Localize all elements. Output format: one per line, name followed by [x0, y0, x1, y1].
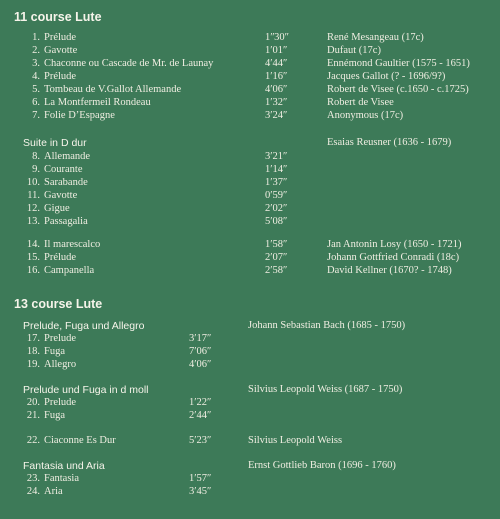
track-number: 21.: [26, 410, 40, 421]
track-duration: 4ʹ06ʺ: [265, 84, 287, 95]
work-composer: Johann Sebastian Bach (1685 - 1750): [248, 320, 406, 331]
track-title: Courante: [44, 164, 83, 175]
work-heading: Prelude und Fuga in d moll: [23, 384, 149, 396]
track-title: Prelude: [44, 333, 77, 344]
track-duration: 1ʹ32ʺ: [265, 97, 287, 108]
track-number: 1.: [32, 32, 40, 43]
track-number: 19.: [26, 359, 40, 370]
track-number: 24.: [26, 486, 40, 497]
track-composer: Anonymous (17c): [327, 110, 404, 121]
track-number: 17.: [26, 333, 40, 344]
track-number: 22.: [26, 435, 40, 446]
track-composer: Robert de Visee (c.1650 - c.1725): [327, 84, 469, 95]
track-number: 5.: [32, 84, 40, 95]
track-title: Folie D’Espagne: [44, 110, 115, 121]
track-number: 13.: [26, 216, 40, 227]
track-title: Prélude: [44, 252, 77, 263]
track-composer: Robert de Visee: [327, 97, 394, 108]
track-title: La Montfermeil Rondeau: [44, 97, 151, 108]
track-title: Gavotte: [44, 45, 78, 56]
track-composer: David Kellner (1670? - 1748): [327, 265, 452, 276]
track-title: Allegro: [44, 359, 77, 370]
track-number: 23.: [26, 473, 40, 484]
track-number: 15.: [26, 252, 40, 263]
track-title: Tombeau de V.Gallot Allemande: [44, 84, 182, 95]
track-title: Prélude: [44, 32, 77, 43]
track-duration: 1ʹ16ʺ: [265, 71, 287, 82]
track-title: Ciaconne Es Dur: [44, 435, 116, 446]
work-composer: Silvius Leopold Weiss: [248, 435, 343, 446]
track-duration: 2ʹ44ʺ: [189, 410, 211, 421]
track-duration: 4ʹ44ʺ: [265, 58, 287, 69]
track-title: Aria: [44, 486, 63, 497]
track-duration: 5ʹ23ʺ: [189, 435, 211, 446]
track-duration: 3ʹ17ʺ: [189, 333, 211, 344]
track-number: 7.: [32, 110, 40, 121]
track-title: Chaconne ou Cascade de Mr. de Launay: [44, 58, 214, 69]
track-duration: 5ʹ08ʺ: [265, 216, 287, 227]
track-duration: 1ʹ57ʺ: [189, 473, 211, 484]
track-duration: 1ʹ22ʺ: [189, 397, 211, 408]
track-number: 4.: [32, 71, 40, 82]
work-heading: Suite in D dur: [23, 137, 87, 149]
track-duration: 1ʹ01ʺ: [265, 45, 287, 56]
track-composer: Ennémond Gaultier (1575 - 1651): [327, 58, 470, 69]
track-number: 6.: [32, 97, 40, 108]
track-duration: 4ʹ06ʺ: [189, 359, 211, 370]
track-composer: René Mesangeau (17c): [327, 32, 424, 43]
section-title-11-course: 11 course Lute: [14, 10, 102, 24]
work-composer: Silvius Leopold Weiss (1687 - 1750): [248, 384, 403, 395]
track-title: Prélude: [44, 71, 77, 82]
track-number: 10.: [26, 177, 40, 188]
track-number: 16.: [26, 265, 40, 276]
track-number: 12.: [26, 203, 40, 214]
track-duration: 0ʹ59ʺ: [265, 190, 287, 201]
track-title: Gavotte: [44, 190, 78, 201]
track-title: Fantasia: [44, 473, 79, 484]
work-heading: Fantasia und Aria: [23, 460, 105, 472]
track-duration: 1ʹ37ʺ: [265, 177, 287, 188]
track-duration: 3ʹ21ʺ: [265, 151, 287, 162]
track-number: 2.: [32, 45, 40, 56]
work-composer: Ernst Gottlieb Baron (1696 - 1760): [248, 460, 396, 471]
section-title-13-course: 13 course Lute: [14, 297, 103, 311]
track-duration: 2ʹ02ʺ: [265, 203, 287, 214]
track-number: 20.: [26, 397, 40, 408]
track-duration: 1ʹ58ʺ: [265, 239, 287, 250]
track-title: Il marescalco: [44, 239, 101, 250]
track-duration: 3ʹ45ʺ: [189, 486, 211, 497]
track-title: Allemande: [44, 151, 91, 162]
track-title: Gigue: [44, 203, 70, 214]
track-composer: Dufaut (17c): [327, 45, 381, 56]
track-number: 11.: [27, 190, 40, 201]
track-number: 8.: [32, 151, 40, 162]
track-title: Fuga: [44, 410, 65, 421]
track-composer: Jan Antonin Losy (1650 - 1721): [327, 239, 462, 250]
track-title: Passagalia: [44, 216, 88, 227]
track-number: 14.: [26, 239, 40, 250]
track-duration: 3ʹ24ʺ: [265, 110, 287, 121]
track-duration: 2ʹ07ʺ: [265, 252, 287, 263]
track-composer: Jacques Gallot (? - 1696/9?): [327, 71, 446, 82]
work-heading: Prelude, Fuga und Allegro: [23, 320, 145, 332]
track-title: Fuga: [44, 346, 65, 357]
track-number: 9.: [32, 164, 40, 175]
track-duration: 7ʹ06ʺ: [189, 346, 211, 357]
track-duration: 1ʺ30ʺ: [265, 32, 289, 43]
track-title: Sarabande: [44, 177, 88, 188]
track-title: Campanella: [44, 265, 95, 276]
track-number: 3.: [32, 58, 40, 69]
track-title: Prelude: [44, 397, 77, 408]
track-duration: 1ʹ14ʺ: [265, 164, 287, 175]
track-composer: Johann Gottfried Conradi (18c): [327, 252, 460, 263]
track-number: 18.: [26, 346, 40, 357]
track-duration: 2ʹ58ʺ: [265, 265, 287, 276]
work-composer: Esaias Reusner (1636 - 1679): [327, 137, 452, 148]
